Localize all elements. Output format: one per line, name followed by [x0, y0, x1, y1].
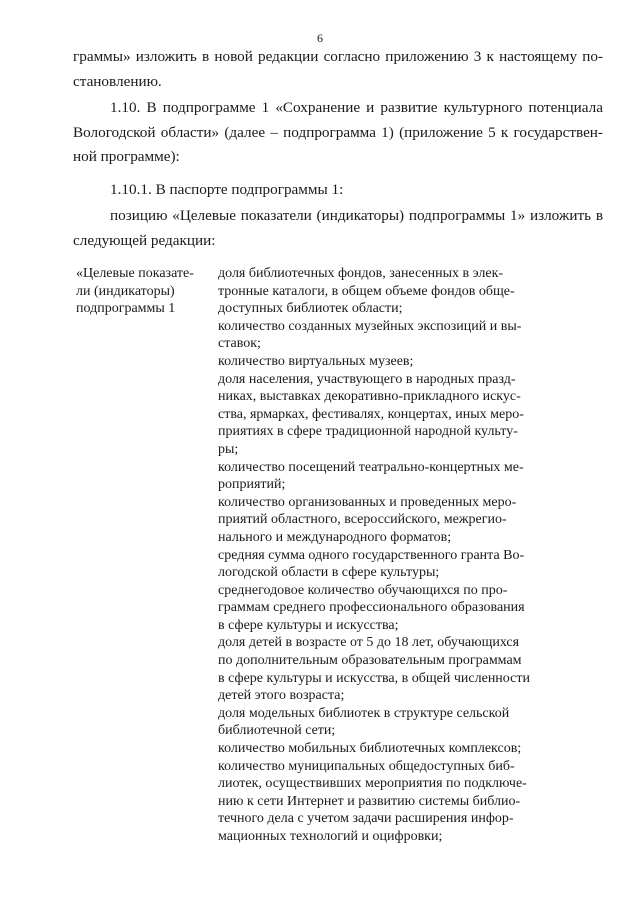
indicator-line: мационных технологий и оцифровки; — [218, 829, 443, 844]
indicator-line: нального и международного форматов; — [218, 529, 452, 545]
indicator-line: количество мобильных библиотечных комплексов; — [218, 741, 522, 757]
text-line: ной программе): — [73, 148, 180, 165]
indicator-line: среднегодовое количество обучающихся по про- — [218, 582, 508, 598]
text-line: 1.10. В подпрограмме 1 «Сохранение и развитие культурного потенциала — [110, 99, 603, 116]
indicator-item — [218, 634, 563, 704]
indicator-line: ры; — [218, 441, 239, 457]
indicator-line: доля библиотечных фондов, занесенных в элек- — [218, 266, 504, 281]
label-line: «Целевые показате- — [76, 266, 194, 281]
indicator-line: роприятий; — [218, 477, 286, 493]
paragraph-position — [73, 204, 603, 253]
paragraph-continuation — [73, 45, 603, 94]
indicator-line: приятиях в сфере традиционной народной культу- — [218, 424, 518, 440]
indicator-line: никах, выставках декоративно-прикладного искус- — [218, 389, 521, 405]
indicator-line: средняя сумма одного государственного гранта Во- — [218, 547, 525, 563]
text-line: следующей редакции: — [73, 231, 216, 249]
indicator-line: количество организованных и проведенных меро- — [218, 494, 517, 510]
table-value-cell — [218, 265, 563, 846]
indicator-item — [218, 547, 563, 582]
indicator-line: приятий областного, всероссийского, межрегио- — [218, 512, 507, 528]
indicator-line: течного дела с учетом задачи расширения инфор- — [218, 811, 514, 827]
indicator-line: количество муниципальных общедоступных биб- — [218, 758, 515, 774]
text-line: позицию «Целевые показатели (индикаторы) подпрограммы 1» изложить в — [110, 207, 603, 224]
text-line: становлению. — [73, 72, 162, 90]
indicator-item — [218, 582, 563, 635]
indicator-item — [218, 740, 563, 758]
indicator-line: количество посещений театрально-концертных ме- — [218, 459, 524, 475]
indicator-item — [218, 705, 563, 740]
indicator-item — [218, 459, 563, 494]
indicator-line: доля модельных библиотек в структуре сельской — [218, 705, 510, 721]
indicator-line: логодской области в сфере культуры; — [218, 565, 440, 581]
indicator-line: в сфере культуры и искусства; — [218, 617, 399, 633]
indicator-line: тронные каталоги, в общем объеме фондов обще- — [218, 283, 515, 299]
indicator-line: количество созданных музейных экспозиций и вы- — [218, 318, 522, 334]
paragraph-1-10 — [73, 96, 603, 170]
indicator-line: граммам среднего профессионального образования — [218, 600, 525, 616]
indicator-line: в сфере культуры и искусства, в общей численности — [218, 670, 530, 686]
indicator-line: нию к сети Интернет и развитию системы библио- — [218, 793, 521, 809]
text-line: Вологодской области» (далее – подпрограмма 1) (приложение 5 к государствен- — [73, 123, 603, 141]
indicator-line: ства, ярмарках, фестивалях, концертах, иных меро- — [218, 406, 524, 422]
indicator-line: доступных библиотек области; — [218, 301, 403, 317]
indicator-line: детей этого возраста; — [218, 688, 345, 704]
paragraph-1-10-1: 1.10.1. В паспорте подпрограммы 1: — [110, 181, 344, 198]
label-line: подпрограммы 1 — [76, 301, 176, 317]
indicator-item — [218, 371, 563, 459]
table-label-cell — [76, 265, 211, 318]
indicator-line: доля населения, участвующего в народных празд- — [218, 371, 516, 387]
indicator-line: количество виртуальных музеев; — [218, 353, 414, 369]
indicator-line: библиотечной сети; — [218, 723, 336, 739]
indicator-item — [218, 758, 563, 846]
label-line: ли (индикаторы) — [76, 283, 175, 299]
indicator-item — [218, 265, 563, 318]
indicator-line: доля детей в возрасте от 5 до 18 лет, обучающихся — [218, 635, 520, 651]
indicator-line: ставок; — [218, 336, 261, 352]
indicator-line: лиотек, осуществивших мероприятия по подключе- — [218, 776, 527, 792]
indicator-item — [218, 353, 563, 371]
indicator-line: по дополнительным образовательным программам — [218, 653, 522, 669]
text-line: граммы» изложить в новой редакции согласно приложению 3 к настоящему по- — [73, 48, 603, 65]
indicator-item — [218, 318, 563, 353]
indicator-item — [218, 494, 563, 547]
page-number: 6 — [317, 31, 323, 45]
